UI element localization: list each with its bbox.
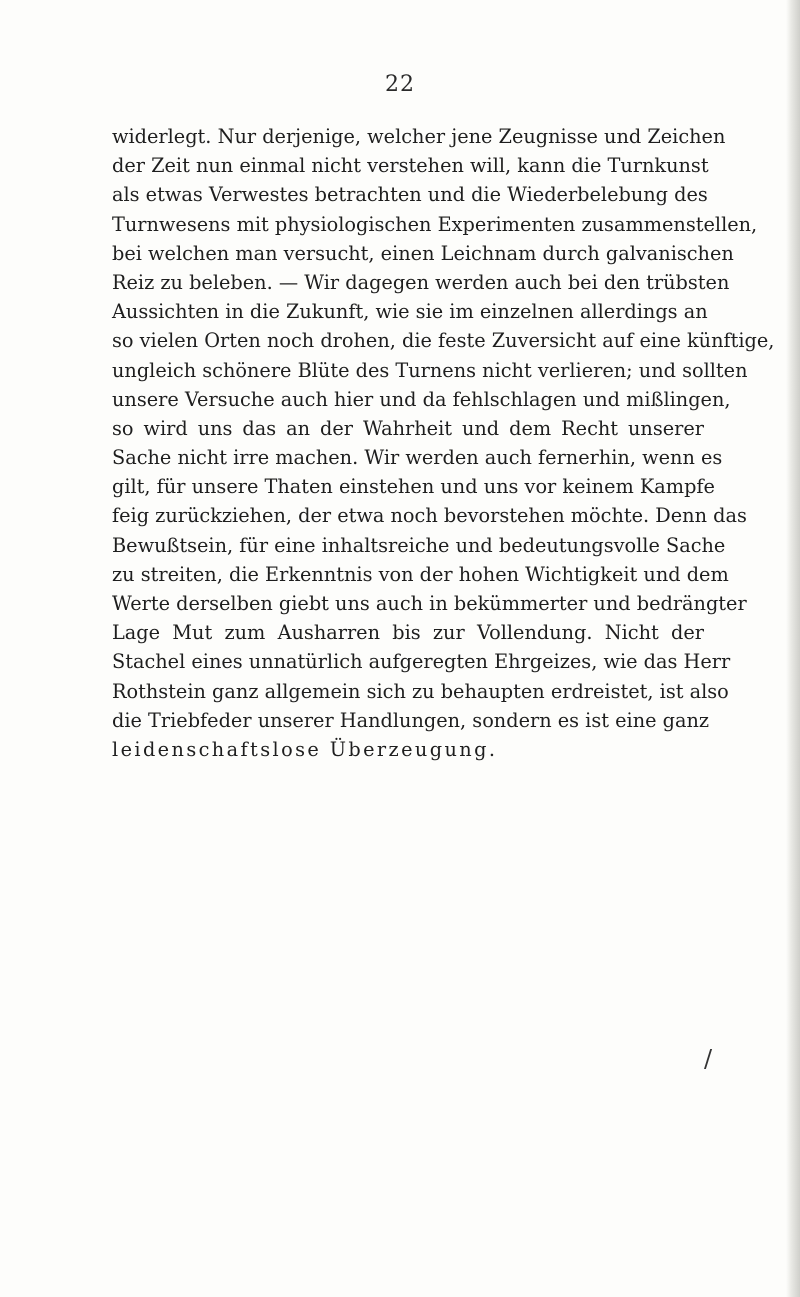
- text-line: widerlegt. Nur derjenige, welcher jene Zeugnisse und Zeichen: [112, 125, 726, 148]
- stray-pencil-mark: /: [704, 1045, 713, 1073]
- text-line: Stachel eines unnatürlich aufgeregten Ehrgeizes, wie das Herr: [112, 650, 731, 674]
- text-line: Rothstein ganz allgemein sich zu behaupten erdreistet, ist also: [112, 679, 729, 703]
- text-line: Aussichten in die Zukunft, wie sie im einzelnen allerdings an: [112, 300, 708, 324]
- text-line: so wird uns das an der Wahrheit und dem Recht unserer: [112, 416, 704, 440]
- text-line: die Triebfeder unserer Handlungen, sondern es ist eine ganz: [112, 708, 710, 732]
- text-line: Lage Mut zum Ausharren bis zur Vollendung. Nicht der: [112, 621, 704, 645]
- text-line: Reiz zu beleben. — Wir dagegen werden auch bei den trübsten: [112, 270, 730, 294]
- text-line: bei welchen man versucht, einen Leichnam durch galvanischen: [112, 241, 734, 265]
- text-line: Sache nicht irre machen. Wir werden auch fernerhin, wenn es: [112, 446, 723, 470]
- text-line: unsere Versuche auch hier und da fehlschlagen und mißlingen,: [112, 387, 731, 411]
- text-line-last: leidenschaftslose Überzeugung.: [112, 737, 498, 761]
- text-line: so vielen Orten noch drohen, die feste Zuversicht auf eine künftige,: [112, 329, 775, 353]
- page-number: 22: [385, 72, 415, 97]
- text-line: der Zeit nun einmal nicht verstehen will, kann die Turnkunst: [112, 154, 709, 178]
- text-line: Bewußtsein, für eine inhaltsreiche und bedeutungsvolle Sache: [112, 533, 726, 557]
- text-line: zu streiten, die Erkenntnis von der hohen Wichtigkeit und dem: [112, 562, 729, 586]
- page-edge-shadow: [786, 0, 800, 1297]
- text-line: gilt, für unsere Thaten einstehen und uns vor keinem Kampfe: [112, 475, 715, 499]
- text-line: als etwas Verwestes betrachten und die Wiederbelebung des: [112, 183, 708, 207]
- text-line: Werte derselben giebt uns auch in bekümmerter und bedrängter: [112, 592, 747, 615]
- text-line: ungleich schönere Blüte des Turnens nicht verlieren; und sollten: [112, 358, 748, 382]
- body-paragraph: [112, 122, 775, 764]
- text-line: Turnwesens mit physiologischen Experimenten zusammenstellen,: [112, 212, 758, 236]
- text-line: feig zurückziehen, der etwa noch bevorstehen möchte. Denn das: [112, 504, 747, 528]
